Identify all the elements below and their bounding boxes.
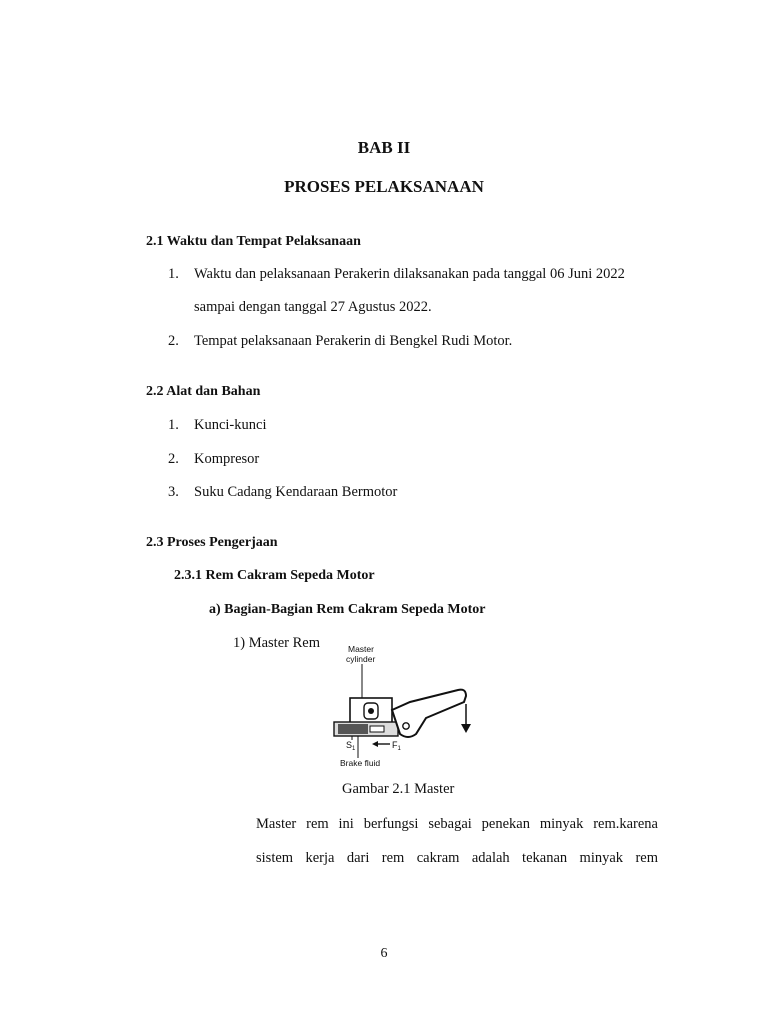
section-2-2-heading: 2.2 Alat dan Bahan	[146, 384, 261, 399]
figure-label-brake-fluid: Brake fluid	[340, 758, 381, 768]
figure-label-f1: $F_1$	[392, 740, 401, 752]
list-number: 2.	[168, 451, 179, 467]
master-cylinder-figure	[330, 640, 480, 772]
list-number: 1.	[168, 417, 179, 433]
list-item	[168, 266, 625, 283]
list-number: 3.	[168, 484, 179, 500]
list-number: 2.	[168, 333, 179, 349]
subsection-heading: 2.3.1 Rem Cakram Sepeda Motor	[174, 568, 375, 583]
section-2-1-heading: 2.1 Waktu dan Tempat Pelaksanaan	[146, 234, 361, 249]
page-number: 6	[380, 946, 388, 961]
list-text: Tempat pelaksanaan Perakerin di Bengkel Rudi Motor.	[194, 333, 513, 349]
list-text: Suku Cadang Kendaraan Bermotor	[194, 484, 398, 500]
numbered-item: 1) Master Rem	[233, 635, 320, 651]
list-item	[168, 484, 397, 501]
sub-subsection-heading: a) Bagian-Bagian Rem Cakram Sepeda Motor	[209, 602, 486, 617]
chapter-title: PROSES PELAKSANAAN	[284, 177, 484, 196]
list-text: Waktu dan pelaksanaan Perakerin dilaksanakan pada tanggal 06 Juni 2022	[194, 266, 625, 282]
list-number: 1.	[168, 266, 179, 282]
list-text: Kompresor	[194, 451, 260, 467]
section-2-3-heading: 2.3 Proses Pengerjaan	[146, 535, 278, 550]
list-item	[168, 417, 266, 434]
figure-label-cylinder: cylinder	[346, 654, 376, 664]
figure-label-s1: $S_1$	[346, 740, 356, 752]
figure-caption: Gambar 2.1 Master	[342, 781, 455, 797]
list-item	[168, 451, 259, 468]
chapter-number: BAB II	[357, 138, 411, 157]
list-item	[168, 333, 512, 350]
paragraph-line: Master rem ini berfungsi sebagai penekan minyak rem.karena	[256, 816, 658, 832]
list-text: Kunci-kunci	[194, 417, 267, 433]
list-text-continued: sampai dengan tanggal 27 Agustus 2022.	[194, 299, 432, 315]
paragraph-line: sistem kerja dari rem cakram adalah tekanan minyak rem	[256, 850, 658, 866]
figure-label-master: Master	[348, 644, 374, 654]
